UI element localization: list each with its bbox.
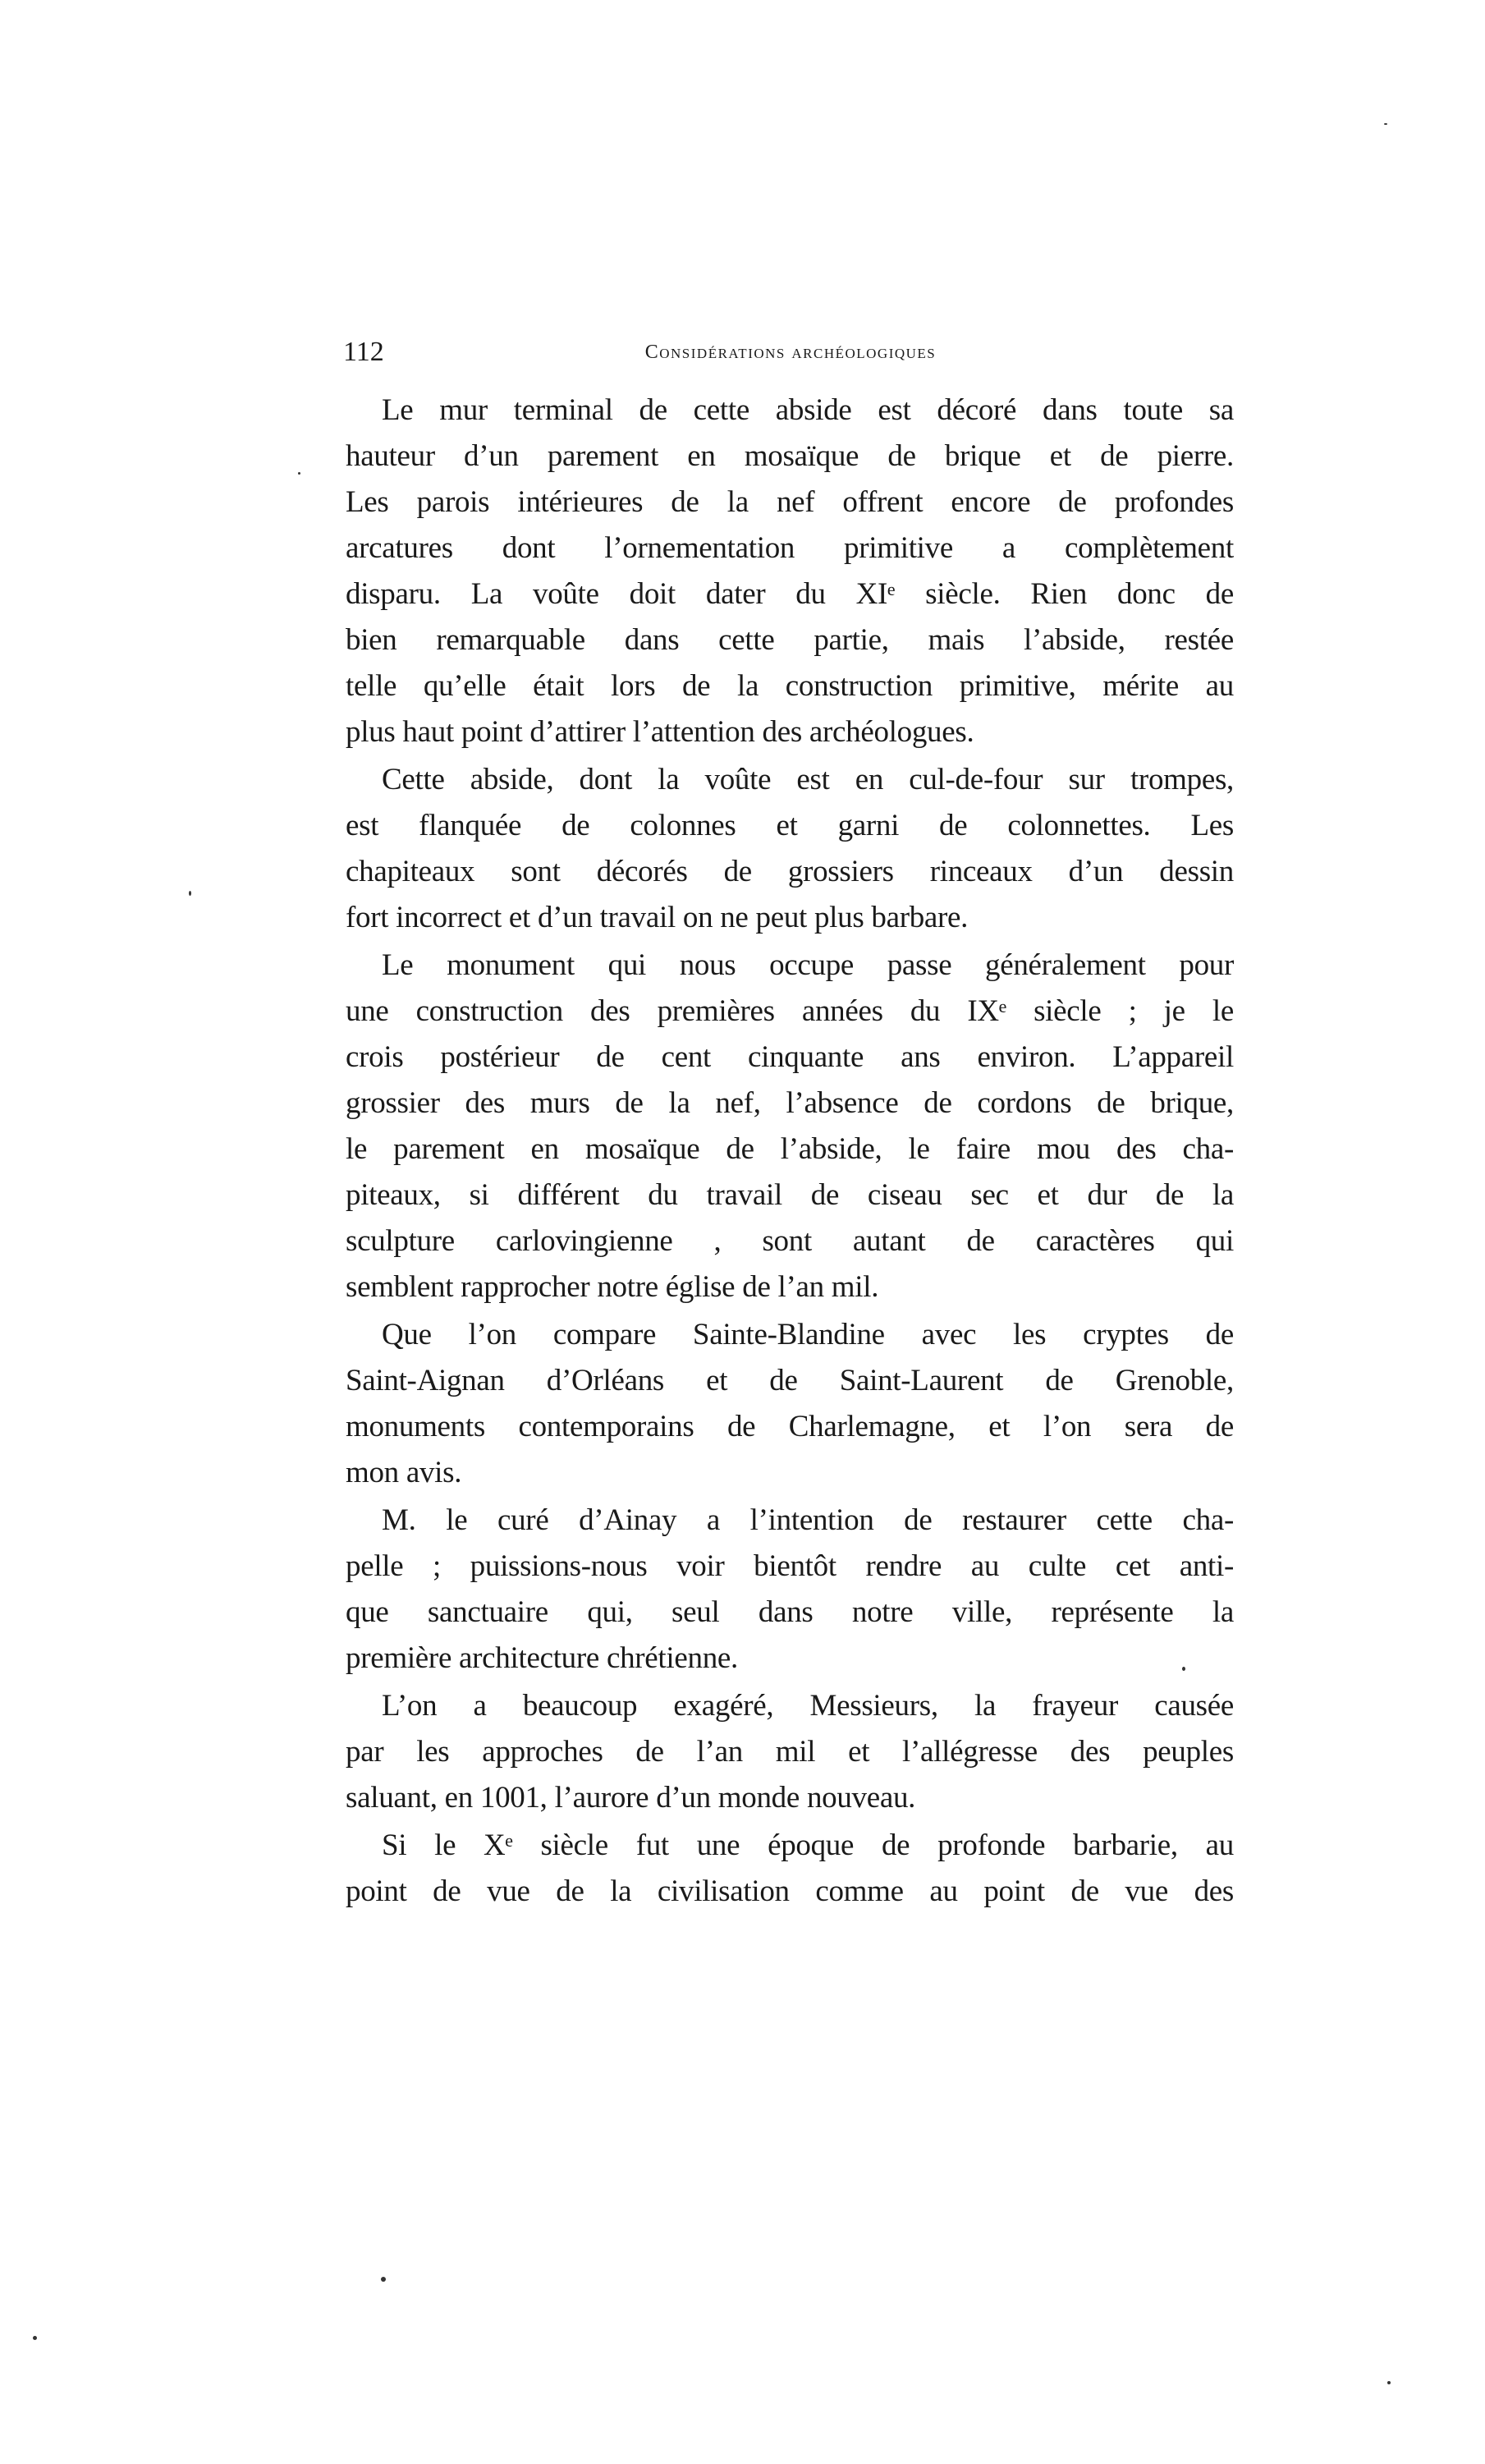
text-line: M. le curé d’Ainay a l’intention de restaurer cette cha- (382, 1503, 1234, 1537)
scan-speck (1387, 2381, 1391, 2384)
text-line: piteaux, si différent du travail de ciseau sec et dur de la (346, 1178, 1234, 1212)
text-line: Le monument qui nous occupe passe généralement pour (382, 948, 1234, 982)
text-line: plus haut point d’attirer l’attention des archéologues. (346, 715, 974, 749)
text-line: point de vue de la civilisation comme au point de vue des (346, 1874, 1234, 1908)
text-line: chapiteaux sont décorés de grossiers rinceaux d’un dessin (346, 855, 1234, 888)
page-header (343, 337, 1238, 369)
text-line: première architecture chrétienne. (346, 1641, 738, 1675)
text-line: Le mur terminal de cette abside est décoré dans toute sa (382, 393, 1234, 427)
text-line: L’on a beaucoup exagéré, Messieurs, la frayeur causée (382, 1689, 1234, 1723)
scan-speck (33, 2336, 37, 2340)
text-line: mon avis. (346, 1456, 462, 1489)
text-line: crois postérieur de cent cinquante ans environ. L’appareil (346, 1040, 1234, 1074)
page-number: 112 (343, 337, 384, 367)
text-line: monuments contemporains de Charlemagne, et l’on sera de (346, 1410, 1234, 1443)
text-line: fort incorrect et d’un travail on ne peut plus barbare. (346, 901, 969, 934)
text-line: Les parois intérieures de la nef offrent encore de profondes (346, 485, 1234, 519)
text-line: est flanquée de colonnes et garni de colonnettes. Les (346, 809, 1234, 842)
text-line: hauteur d’un parement en mosaïque de brique et de pierre. (346, 439, 1234, 473)
paragraph (346, 1683, 1234, 1821)
text-line: que sanctuaire qui, seul dans notre ville, représente la (346, 1595, 1234, 1629)
body-text (346, 388, 1234, 1916)
running-title: Considérations archéologiques (644, 342, 937, 363)
paragraph (346, 757, 1234, 941)
paragraph (346, 388, 1234, 755)
text-line: pelle ; puissions-nous voir bientôt rendre au culte cet anti- (346, 1549, 1234, 1583)
text-line: saluant, en 1001, l’aurore d’un monde nouveau. (346, 1781, 916, 1815)
paragraph (346, 1312, 1234, 1496)
paragraph (346, 1823, 1234, 1915)
paragraph (346, 943, 1234, 1310)
scan-speck (298, 472, 300, 475)
text-line: Si le Xᵉ siècle fut une époque de profonde barbarie, au (382, 1828, 1234, 1862)
paragraph (346, 1498, 1234, 1682)
text-line: disparu. La voûte doit dater du XIᵉ siècle. Rien donc de (346, 577, 1234, 611)
text-line: bien remarquable dans cette partie, mais l’abside, restée (346, 623, 1234, 657)
text-line: une construction des premières années du IXᵉ siècle ; je le (346, 994, 1234, 1028)
text-line: Saint-Aignan d’Orléans et de Saint-Laurent de Grenoble, (346, 1364, 1234, 1397)
scan-speck (381, 2277, 386, 2282)
text-line: par les approches de l’an mil et l’allégresse des peuples (346, 1735, 1234, 1769)
text-line: sculpture carlovingienne , sont autant de caractères qui (346, 1224, 1234, 1258)
text-line: le parement en mosaïque de l’abside, le faire mou des cha- (346, 1132, 1234, 1166)
text-line: grossier des murs de la nef, l’absence de cordons de brique, (346, 1086, 1234, 1120)
text-line: Que l’on compare Sainte-Blandine avec les cryptes de (382, 1318, 1234, 1351)
text-line: Cette abside, dont la voûte est en cul-de-four sur trompes, (382, 763, 1234, 796)
text-line: semblent rapprocher notre église de l’an mil. (346, 1270, 879, 1304)
scan-speck (189, 891, 191, 896)
text-line: telle qu’elle était lors de la construction primitive, mérite au (346, 669, 1234, 703)
scan-speck (1182, 1667, 1185, 1671)
text-line: arcatures dont l’ornementation primitive a complètement (346, 531, 1234, 565)
scan-speck (1384, 123, 1387, 125)
